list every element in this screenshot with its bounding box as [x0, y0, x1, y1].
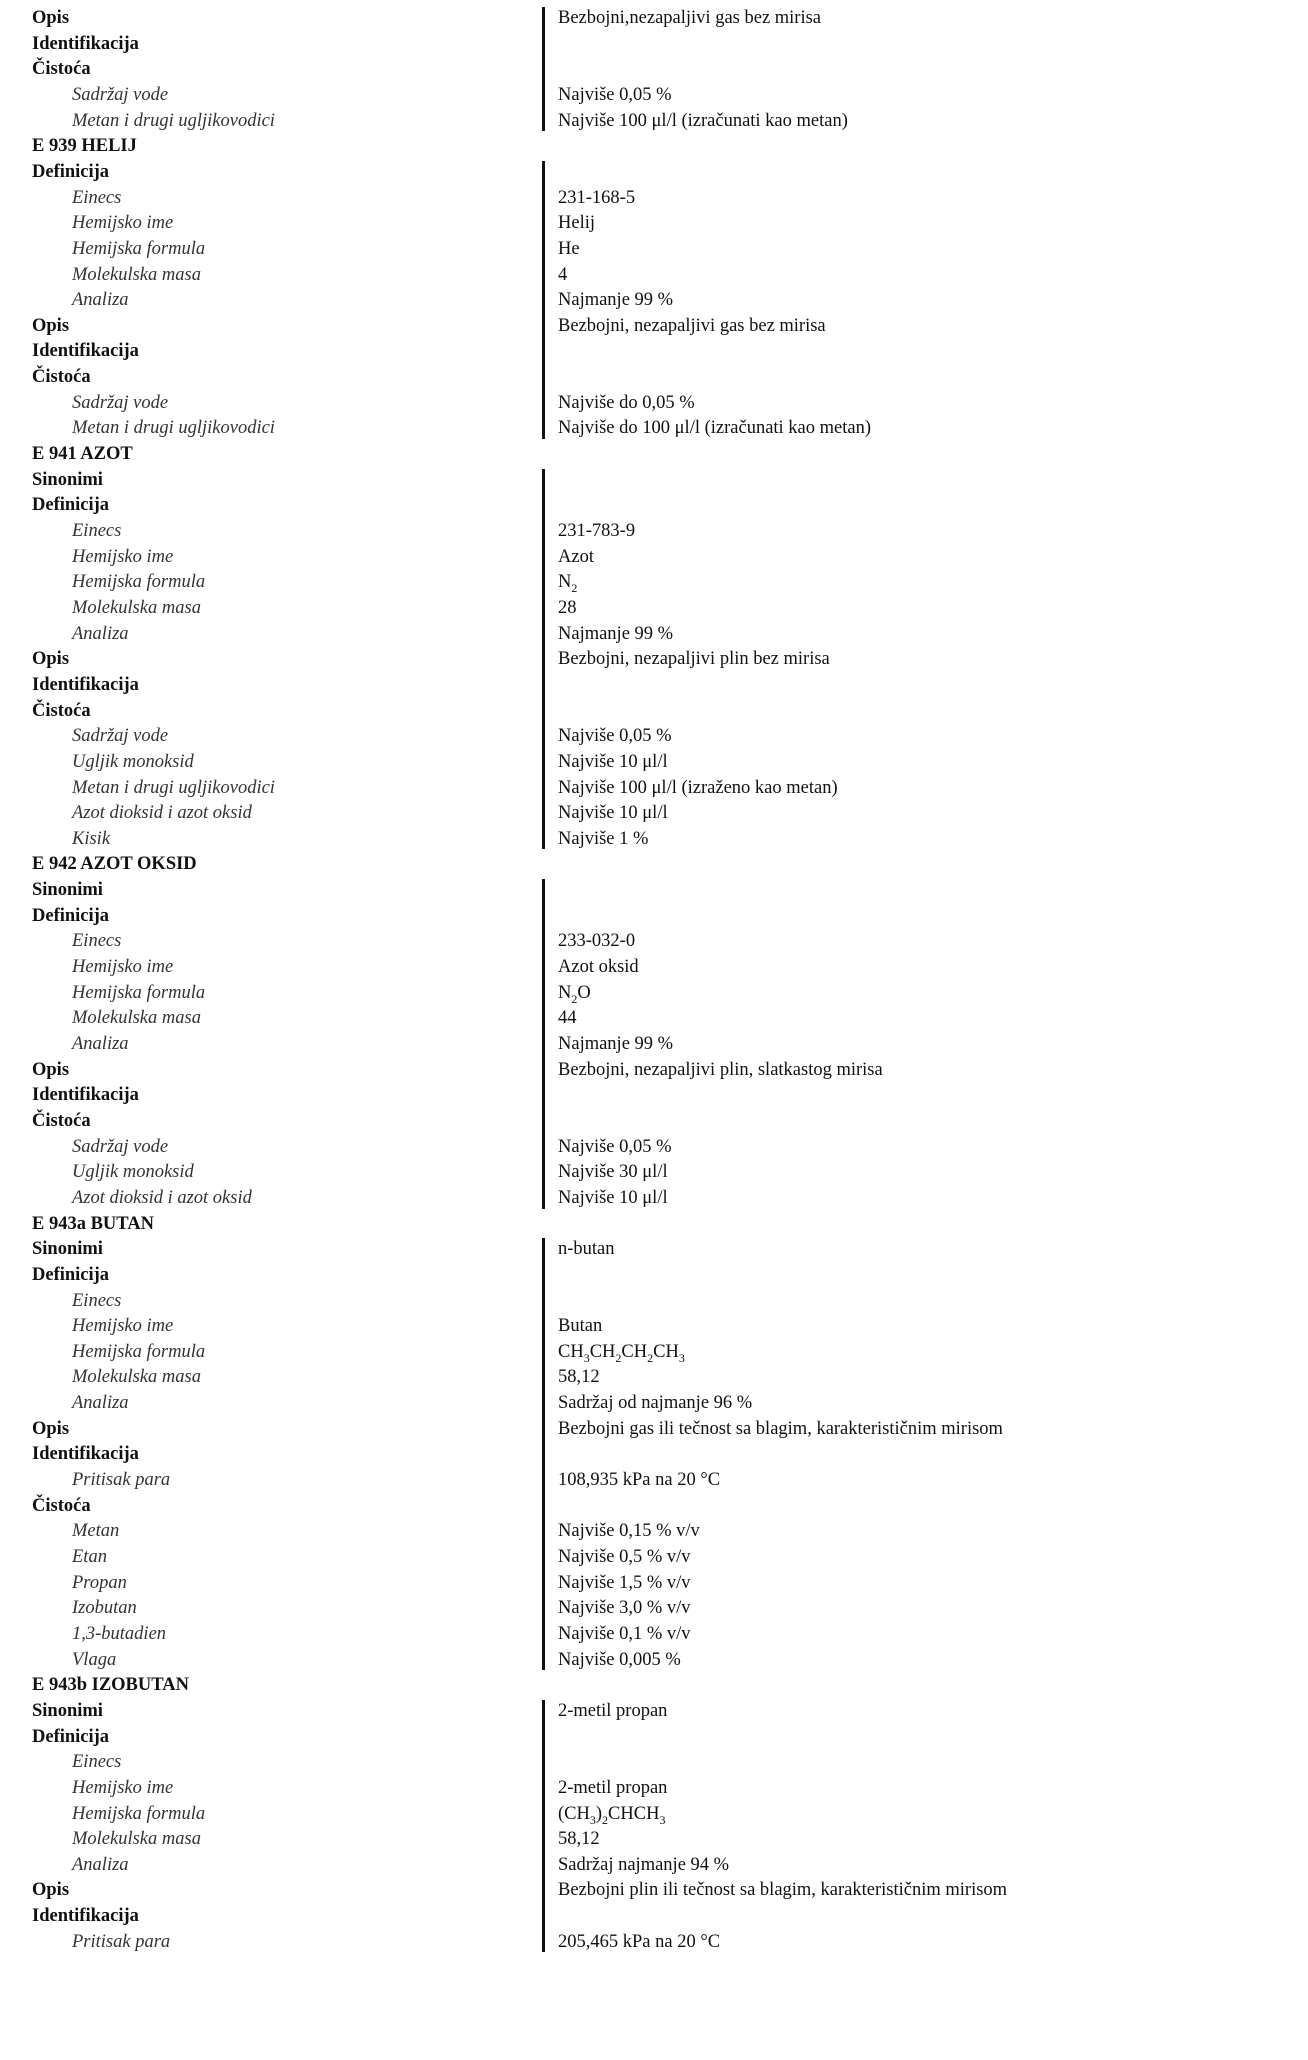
spec-row — [0, 236, 1308, 262]
section-heading: Identifikacija — [32, 341, 139, 362]
spec-row — [0, 1877, 1308, 1903]
property-value: He — [558, 238, 580, 259]
spec-row — [0, 877, 1308, 903]
spec-row — [0, 1031, 1308, 1057]
spec-row — [0, 646, 1308, 672]
spec-row — [0, 467, 1308, 493]
property-label: Einecs — [72, 931, 122, 952]
chemical-formula: $N_2O$ — [558, 982, 591, 1006]
property-label: Molekulska masa — [72, 1008, 201, 1029]
spec-row — [0, 1390, 1308, 1416]
spec-row — [0, 1082, 1308, 1108]
spec-row — [0, 1749, 1308, 1775]
property-label: Hemijsko ime — [72, 546, 174, 567]
property-value: Bezbojni,nezapaljivi gas bez mirisa — [558, 8, 822, 28]
section-heading: E 942 AZOT OKSID — [32, 854, 197, 875]
property-label: Pritisak para — [72, 1931, 171, 1952]
chemical-formula: $CH_3CH_2CH_2CH_3$ — [558, 1341, 685, 1365]
column-divider — [542, 7, 545, 131]
spec-row — [0, 1595, 1308, 1621]
section-heading: Opis — [32, 649, 70, 670]
column-divider — [542, 469, 545, 850]
spec-row — [0, 133, 1308, 159]
property-value: Najviše 0,15 % v/v — [558, 1521, 700, 1542]
spec-row — [0, 390, 1308, 416]
spec-row — [0, 1929, 1308, 1955]
property-label: Propan — [72, 1572, 127, 1593]
property-label: 1,3-butadien — [72, 1623, 167, 1644]
section-heading: Definicija — [32, 1264, 110, 1285]
spec-row — [0, 1134, 1308, 1160]
property-value: Helij — [558, 213, 595, 234]
spec-row — [0, 492, 1308, 518]
property-label: Molekulska masa — [72, 264, 201, 285]
spec-row — [0, 1467, 1308, 1493]
spec-row — [0, 1826, 1308, 1852]
property-value: Najmanje 99 % — [558, 290, 674, 311]
spec-row — [0, 954, 1308, 980]
property-value: Najviše do 100 μl/l (izračunati kao metan) — [558, 418, 872, 439]
property-value: 58,12 — [558, 1829, 600, 1850]
property-label: Kisik — [72, 828, 111, 849]
section-heading: Opis — [32, 315, 70, 336]
property-value: 28 — [558, 597, 577, 618]
spec-row — [0, 518, 1308, 544]
section-heading: Čistoća — [32, 1495, 91, 1516]
section-heading: Sinonimi — [32, 880, 103, 901]
property-value: 2-metil propan — [558, 1700, 668, 1721]
spec-row — [0, 1005, 1308, 1031]
section-heading: Čistoća — [32, 700, 91, 721]
column-divider — [542, 161, 545, 439]
property-value: Najviše 30 μl/l — [558, 1162, 668, 1183]
spec-row — [0, 1493, 1308, 1519]
property-label: Einecs — [72, 521, 122, 541]
spec-row — [0, 1903, 1308, 1929]
property-label: Hemijska formula — [72, 982, 206, 1003]
spec-row — [0, 723, 1308, 749]
property-value: 231-783-9 — [558, 521, 636, 541]
column-divider — [542, 1238, 545, 1670]
property-label: Molekulska masa — [72, 597, 201, 618]
property-label: Analiza — [72, 623, 129, 644]
section-heading: Sinonimi — [32, 1700, 103, 1721]
spec-row — [0, 1339, 1308, 1365]
spec-row — [0, 1416, 1308, 1442]
property-label: Sadržaj vode — [72, 392, 169, 413]
property-label: Analiza — [72, 1393, 129, 1414]
section-heading: Identifikacija — [32, 1085, 139, 1106]
column-divider — [542, 1700, 545, 1953]
spec-row — [0, 210, 1308, 236]
property-label: Analiza — [72, 1854, 129, 1875]
property-label: Einecs — [72, 1290, 122, 1311]
property-label: Metan — [72, 1521, 120, 1542]
property-value: Najviše 1,5 % v/v — [558, 1572, 691, 1593]
property-label: Hemijska formula — [72, 1803, 206, 1824]
property-label: Hemijsko ime — [72, 1777, 174, 1798]
section-heading: Opis — [32, 1418, 70, 1439]
property-value: Butan — [558, 1316, 603, 1337]
spec-row — [0, 851, 1308, 877]
spec-row — [0, 1057, 1308, 1083]
property-value: Najviše 0,05 % — [558, 726, 672, 747]
property-label: Analiza — [72, 1034, 129, 1054]
chemical-formula: $N_2$ — [558, 572, 578, 596]
property-label: Pritisak para — [72, 1470, 171, 1490]
property-value: Najmanje 99 % — [558, 623, 674, 644]
property-value: 233-032-0 — [558, 931, 636, 952]
spec-row — [0, 621, 1308, 647]
section-heading: E 943a BUTAN — [32, 1213, 154, 1234]
property-value: Najviše 3,0 % v/v — [558, 1598, 691, 1619]
property-value: Bezbojni gas ili tečnost sa blagim, karakterističnim mirisom — [558, 1418, 1003, 1439]
spec-row — [0, 1801, 1308, 1827]
spec-row — [0, 1441, 1308, 1467]
property-value: Najviše 100 μl/l (izračunati kao metan) — [558, 110, 848, 131]
property-label: Vlaga — [72, 1649, 117, 1670]
section-heading: Sinonimi — [32, 1239, 103, 1260]
property-value: Azot oksid — [558, 957, 639, 977]
spec-row — [0, 1108, 1308, 1134]
property-value: 58,12 — [558, 1367, 600, 1388]
property-value: 205,465 kPa na 20 °C — [558, 1931, 721, 1952]
spec-row — [0, 672, 1308, 698]
property-value: n-butan — [558, 1239, 615, 1260]
spec-row — [0, 1159, 1308, 1185]
spec-row — [0, 364, 1308, 390]
property-value: Najviše 0,005 % — [558, 1649, 681, 1670]
section-heading: E 941 AZOT — [32, 444, 133, 464]
property-value: 4 — [558, 264, 568, 285]
property-value: Najviše 10 μl/l — [558, 751, 668, 772]
spec-row — [0, 313, 1308, 339]
property-label: Hemijska formula — [72, 238, 206, 259]
property-value: Najviše 0,1 % v/v — [558, 1623, 691, 1644]
section-heading: E 939 HELIJ — [32, 136, 137, 157]
spec-row — [0, 56, 1308, 82]
spec-row — [0, 800, 1308, 826]
spec-row — [0, 569, 1308, 595]
property-value: Najviše 10 μl/l — [558, 803, 668, 824]
spec-row — [0, 980, 1308, 1006]
section-heading: Sinonimi — [32, 469, 103, 490]
property-value: Najmanje 99 % — [558, 1034, 674, 1054]
property-value: 231-168-5 — [558, 187, 636, 208]
property-label: Hemijska formula — [72, 572, 206, 593]
property-label: Etan — [72, 1547, 107, 1567]
section-heading: Opis — [32, 1059, 70, 1080]
spec-row — [0, 1724, 1308, 1750]
spec-row — [0, 903, 1308, 929]
spec-row — [0, 1185, 1308, 1211]
section-heading: E 943b IZOBUTAN — [32, 1675, 189, 1696]
spec-row — [0, 698, 1308, 724]
property-label: Einecs — [72, 1752, 122, 1773]
property-value: Najviše 10 μl/l — [558, 1187, 668, 1208]
spec-row — [0, 1236, 1308, 1262]
property-value: 108,935 kPa na 20 °C — [558, 1470, 721, 1490]
property-value: Sadržaj najmanje 94 % — [558, 1854, 730, 1875]
section-heading: Definicija — [32, 495, 110, 516]
spec-row — [0, 1672, 1308, 1698]
property-label: Hemijsko ime — [72, 1316, 174, 1337]
spec-row — [0, 1288, 1308, 1314]
spec-row — [0, 262, 1308, 288]
column-divider — [542, 879, 545, 1209]
property-value: Bezbojni, nezapaljivi plin, slatkastog mirisa — [558, 1059, 883, 1080]
property-value: Najviše do 0,05 % — [558, 392, 695, 413]
spec-row — [0, 928, 1308, 954]
property-label: Hemijska formula — [72, 1341, 206, 1362]
property-value: Azot — [558, 546, 594, 567]
property-label: Sadržaj vode — [72, 726, 169, 747]
spec-row — [0, 415, 1308, 441]
section-heading: Identifikacija — [32, 1444, 139, 1465]
spec-row — [0, 595, 1308, 621]
property-value: Najviše 0,05 % — [558, 84, 672, 105]
spec-row — [0, 1698, 1308, 1724]
section-heading: Čistoća — [32, 1111, 91, 1131]
spec-row — [0, 1775, 1308, 1801]
spec-row — [0, 1211, 1308, 1237]
property-value: Sadržaj od najmanje 96 % — [558, 1393, 753, 1414]
property-value: Bezbojni, nezapaljivi plin bez mirisa — [558, 649, 830, 670]
property-label: Hemijsko ime — [72, 213, 174, 234]
spec-row — [0, 5, 1308, 31]
spec-row — [0, 82, 1308, 108]
spec-row — [0, 1262, 1308, 1288]
spec-row — [0, 1647, 1308, 1673]
property-label: Azot dioksid i azot oksid — [72, 1187, 252, 1208]
spec-row — [0, 1313, 1308, 1339]
section-heading: Identifikacija — [32, 1906, 139, 1927]
spec-row — [0, 159, 1308, 185]
property-label: Metan i drugi ugljikovodici — [72, 777, 275, 798]
property-label: Analiza — [72, 290, 129, 311]
property-label: Izobutan — [72, 1598, 137, 1619]
spec-row — [0, 441, 1308, 467]
spec-row — [0, 749, 1308, 775]
section-heading: Definicija — [32, 1726, 110, 1747]
property-label: Sadržaj vode — [72, 84, 169, 105]
spec-row — [0, 108, 1308, 134]
property-label: Molekulska masa — [72, 1829, 201, 1850]
spec-row — [0, 826, 1308, 852]
property-value: Bezbojni plin ili tečnost sa blagim, karakterističnim mirisom — [558, 1880, 1008, 1901]
spec-row — [0, 1570, 1308, 1596]
section-heading: Definicija — [32, 161, 110, 182]
property-label: Sadržaj vode — [72, 1136, 169, 1157]
section-heading: Opis — [32, 1880, 70, 1901]
section-heading: Čistoća — [32, 59, 91, 80]
spec-row — [0, 31, 1308, 57]
section-heading: Opis — [32, 8, 70, 28]
property-label: Molekulska masa — [72, 1367, 201, 1388]
section-heading: Identifikacija — [32, 674, 139, 695]
spec-row — [0, 1621, 1308, 1647]
property-value: Najviše 0,05 % — [558, 1136, 672, 1157]
chemical-formula: $(CH_3)_2CHCH_3$ — [558, 1803, 666, 1827]
property-value: 44 — [558, 1008, 577, 1029]
spec-row — [0, 1852, 1308, 1878]
spec-row — [0, 338, 1308, 364]
spec-row — [0, 1364, 1308, 1390]
spec-row — [0, 775, 1308, 801]
property-label: Azot dioksid i azot oksid — [72, 803, 252, 824]
property-value: Bezbojni, nezapaljivi gas bez mirisa — [558, 315, 826, 336]
property-label: Einecs — [72, 187, 122, 208]
property-value: Najviše 100 μl/l (izraženo kao metan) — [558, 777, 838, 798]
property-label: Ugljik monoksid — [72, 751, 194, 772]
section-heading: Čistoća — [32, 367, 91, 388]
property-value: Najviše 1 % — [558, 828, 649, 849]
spec-row — [0, 1544, 1308, 1570]
property-label: Metan i drugi ugljikovodici — [72, 418, 275, 439]
property-label: Ugljik monoksid — [72, 1162, 194, 1183]
property-label: Metan i drugi ugljikovodici — [72, 110, 275, 131]
section-heading: Definicija — [32, 905, 110, 926]
spec-row — [0, 544, 1308, 570]
property-value: Najviše 0,5 % v/v — [558, 1547, 691, 1567]
section-heading: Identifikacija — [32, 33, 139, 54]
property-label: Hemijsko ime — [72, 957, 174, 977]
spec-row — [0, 287, 1308, 313]
spec-row — [0, 185, 1308, 211]
spec-row — [0, 1518, 1308, 1544]
property-value: 2-metil propan — [558, 1777, 668, 1798]
